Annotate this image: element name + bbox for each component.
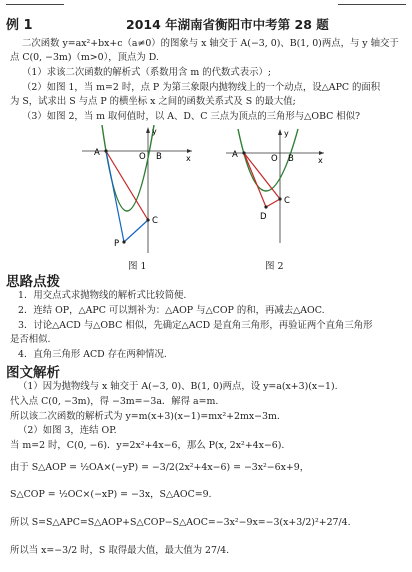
problem-line-2: 点 C(0, −3m)（m>0），顶点为 D.	[10, 52, 159, 63]
solution-line-8: 所以 S=S△APC=S△AOP+S△COP−S△AOC=−3x²−9x=−3(x+3/2)²+27/4.	[10, 517, 351, 528]
solution-line-9: 所以当 x=−3/2 时，S 取得最大值，最大值为 27/4.	[10, 545, 230, 556]
solution-line-1: （1）因为抛物线与 x 轴交于 A(−3, 0)、B(1, 0)两点，设 y=a(x+3)(x−1).	[18, 381, 338, 392]
solution-line-4: （2）如图 3，连结 OP.	[18, 425, 117, 436]
fig2-segment-ad	[244, 153, 266, 207]
solution-line-2: 代入点 C(0, −3m)，得 −3m=−3a．解得 a=m.	[10, 396, 219, 407]
example-label: 例 1	[6, 18, 33, 33]
fig1-x-arrow	[187, 149, 192, 153]
fig2-label-b: B	[288, 154, 294, 164]
fig1-label-c: C	[152, 216, 158, 226]
fig1-point-p	[122, 240, 125, 243]
tip-3-line-1: 3．讨论△ACD 与△OBC 相似，先确定△ACD 是直角三角形，再验证两个直角三角形	[18, 320, 373, 331]
problem-title: 2014 年湖南省衡阳市中考第 28 题	[126, 17, 329, 32]
fig2-label-c: C	[284, 196, 290, 206]
question-2-line-2: 为 S，试求出 S 与点 P 的横坐标 x 之间的函数关系式及 S 的最大值;	[10, 96, 296, 107]
tips-heading: 思路点拨	[6, 274, 60, 290]
tip-1: 1．用交点式求抛物线的解析式比较简便.	[18, 290, 187, 301]
question-2-line-1: （2）如图 1，当 m=2 时，点 P 为第三象限内抛物线上的一个动点，设△APC 的面积	[22, 82, 381, 93]
fig1-label-p: P	[114, 239, 120, 249]
fig1-point-a	[104, 149, 107, 152]
fig2-y-arrow	[278, 129, 282, 135]
fig2-point-a	[242, 151, 245, 154]
tip-2: 2．连结 OP，△APC 可以割补为：△AOP 与△COP 的和，再减去△AOC.	[18, 305, 325, 316]
fig1-point-c	[146, 218, 149, 221]
header-rule-right	[338, 4, 406, 5]
figure-1-caption: 图 1	[128, 261, 147, 272]
fig2-point-c	[278, 197, 281, 200]
fig2-point-d	[264, 205, 267, 208]
question-3: （3）如图 2，当 m 取何值时，以 A、D、C 三点为顶点的三角形与△OBC 相似?	[22, 111, 361, 122]
solution-line-3: 所以该二次函数的解析式为 y=m(x+3)(x−1)=mx²+2mx−3m.	[10, 411, 280, 422]
tip-3-line-2: 是否相似.	[10, 334, 51, 345]
fig1-y-arrow	[146, 127, 150, 133]
fig1-label-x: x	[186, 154, 191, 163]
fig1-label-a: A	[94, 148, 100, 158]
fig1-label-o: O	[139, 152, 146, 162]
example-header	[6, 14, 406, 32]
fig2-label-x: x	[318, 156, 323, 165]
problem-line-1: 二次函数 y=ax²+bx+c（a≠0）的图象与 x 轴交于 A(−3, 0)、B(1, 0)两点，与 y 轴交于	[22, 38, 399, 49]
fig2-label-a: A	[232, 150, 238, 160]
figure-2	[226, 127, 326, 245]
solution-heading: 图文解析	[6, 365, 60, 381]
question-1: （1）求该二次函数的解析式（系数用含 m 的代数式表示）;	[22, 67, 271, 78]
fig2-label-o: O	[271, 154, 278, 164]
solution-line-6: 由于 S△AOP = ½OA×(−yP) = −3/2(2x²+4x−6) = −3x²−6x+9，	[10, 462, 310, 473]
fig1-label-y: y	[152, 127, 157, 136]
fig2-label-y: y	[284, 129, 289, 138]
header-rule-left	[6, 4, 64, 5]
figure-2-caption: 图 2	[265, 261, 284, 272]
tip-4: 4．直角三角形 ACD 存在两种情况.	[18, 349, 167, 360]
solution-line-7: S△COP = ½OC×(−xP) = −3x，S△AOC=9.	[10, 489, 212, 500]
fig2-label-d: D	[260, 212, 267, 222]
fig2-x-arrow	[319, 151, 324, 155]
fig1-segment-pc	[124, 220, 148, 242]
fig1-label-b: B	[156, 152, 162, 162]
solution-line-5: 当 m=2 时，C(0, −6)．y=2x²+4x−6，那么 P(x, 2x²+4x−6).	[10, 440, 285, 451]
fig2-segment-dc	[266, 199, 280, 207]
figure-1	[82, 125, 194, 255]
